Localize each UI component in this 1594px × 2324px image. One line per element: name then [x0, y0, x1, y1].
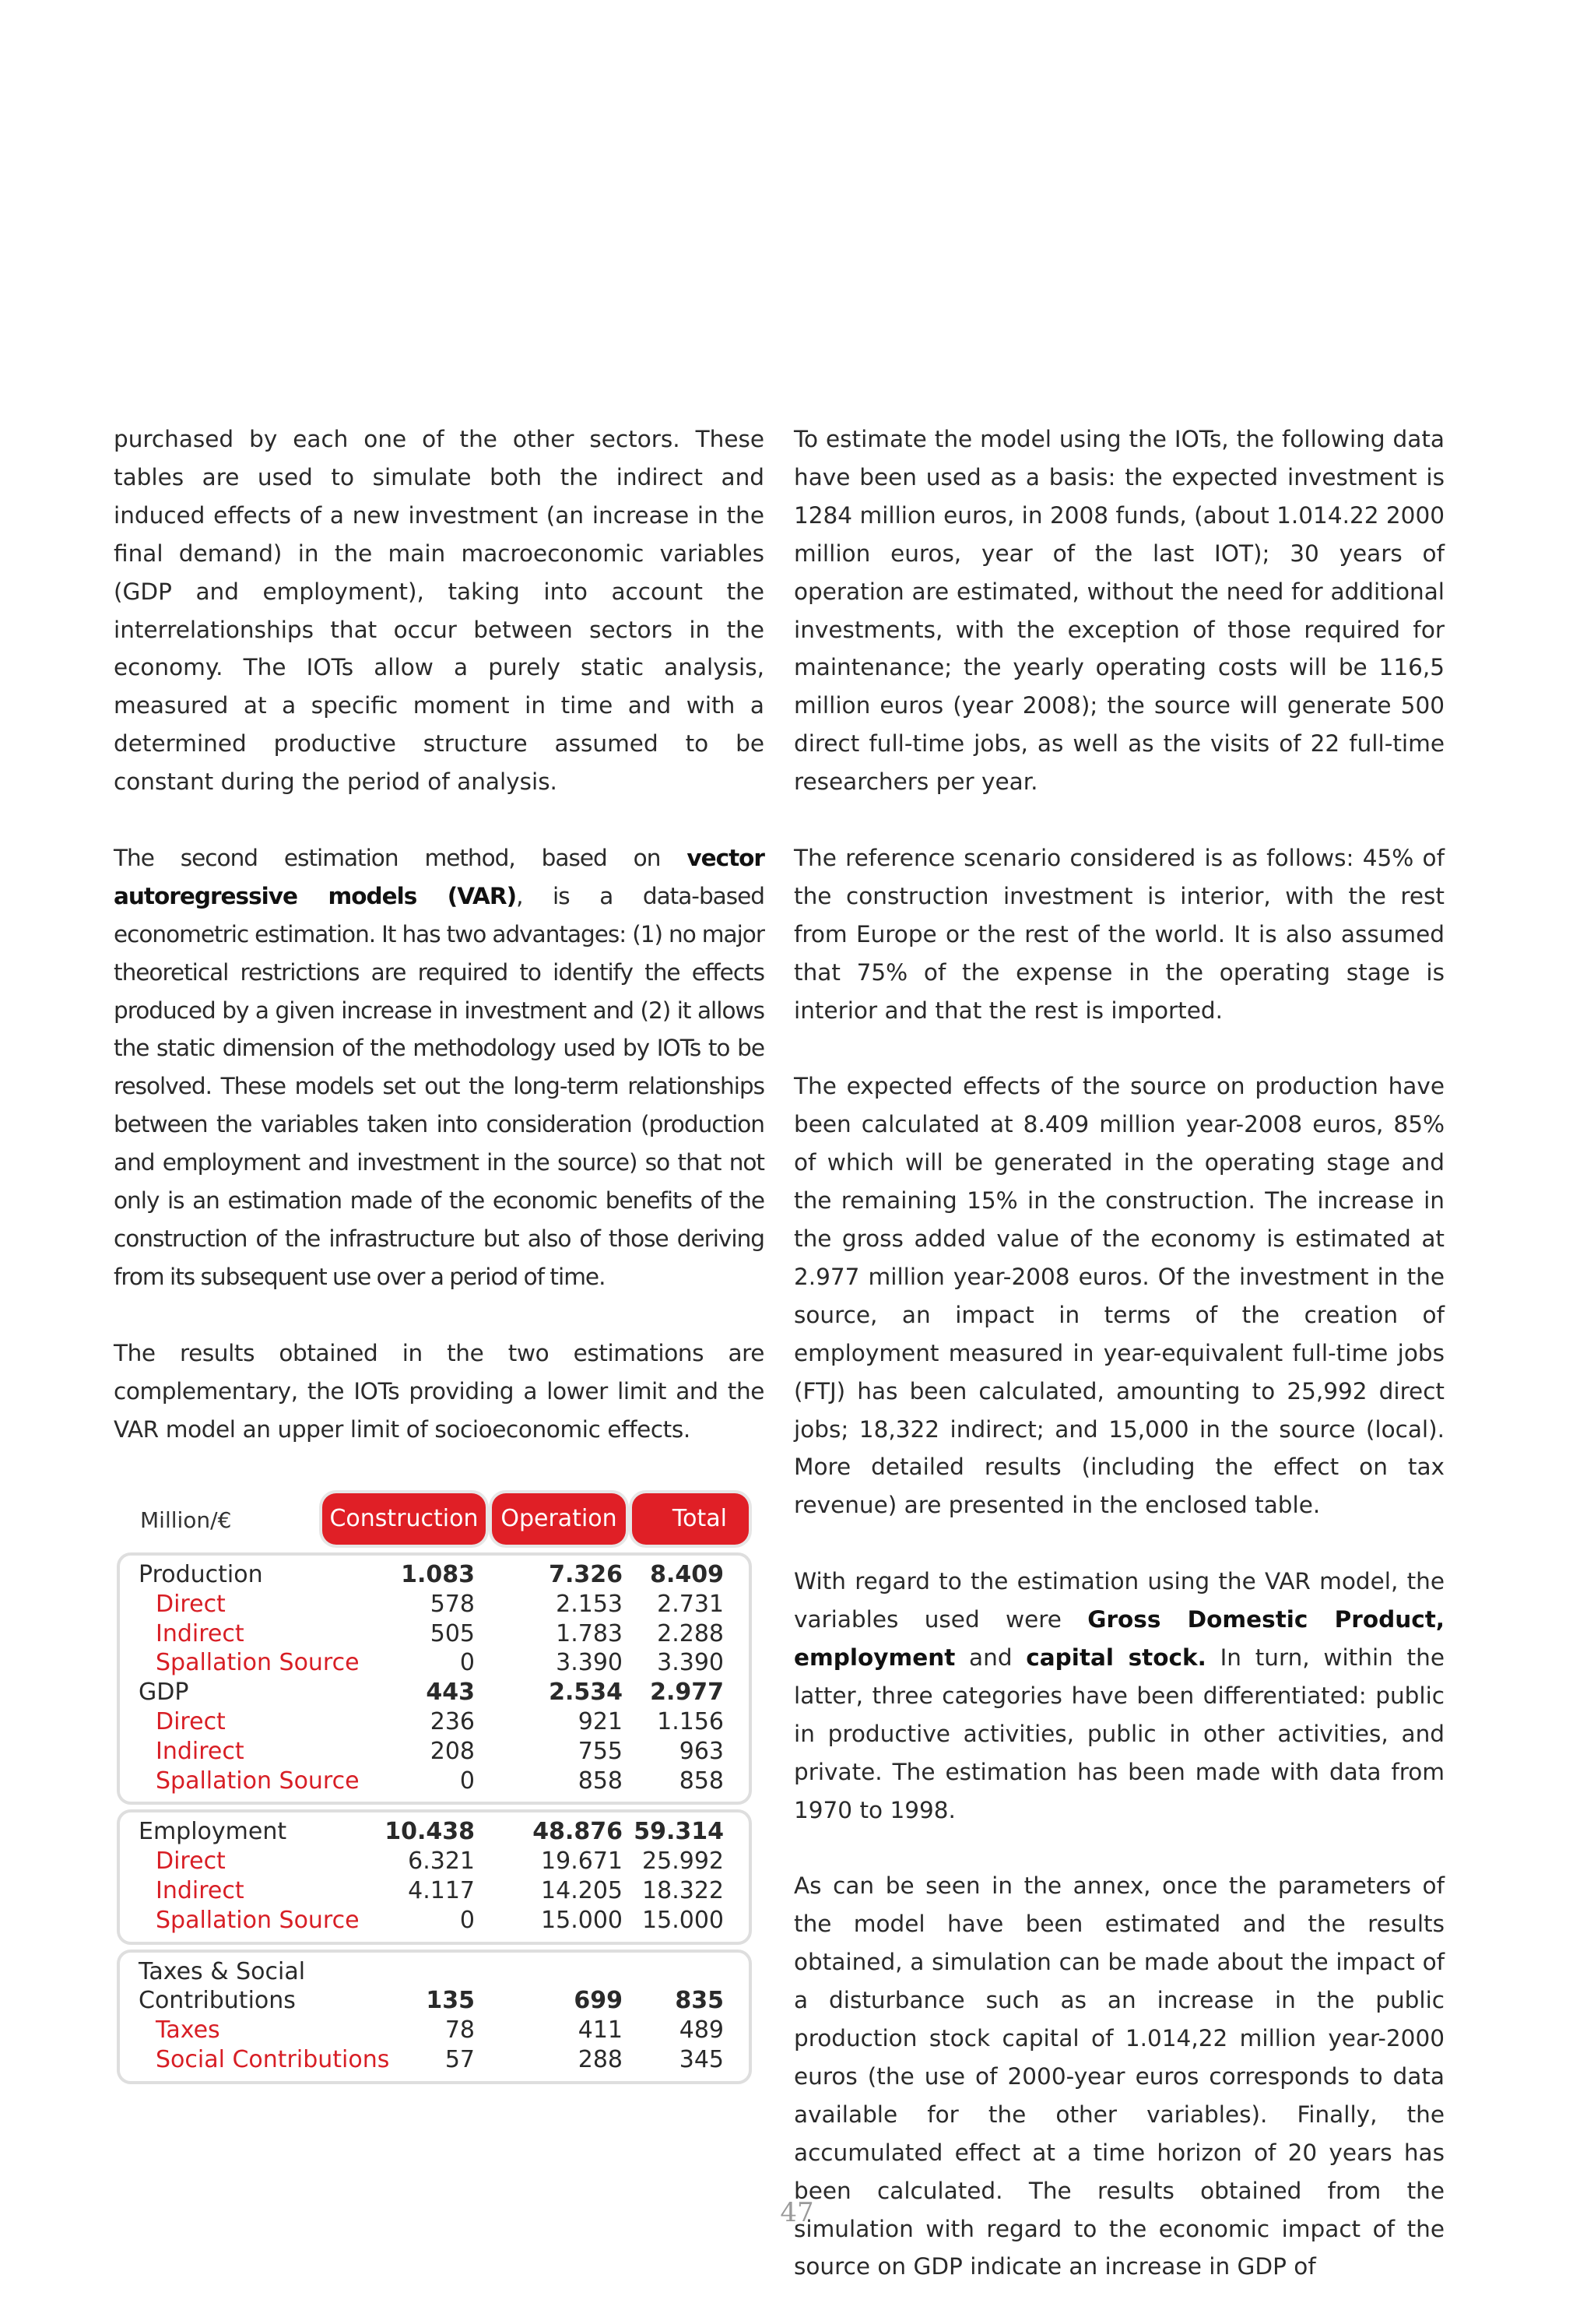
paragraph: To estimate the model using the IOTs, the following data have been used as a basis: the expected investment is 1284 million euros, in 2008 funds, (about 1.014.22 2000 million euros, year of the last IOT); 30 years of operation are estimated, without the need for additional investments, with the exception of those required for maintenance; the yearly operating costs will be 116,5 million euros (year 2008); the source will generate 500 direct full-time jobs, as well as the visits of 22 full-time researchers per year. — [794, 426, 1445, 796]
table-group — [117, 1552, 752, 1805]
row-label: Social Contributions — [156, 2045, 390, 2073]
row-label: Contributions — [139, 1987, 296, 2015]
total-value: 18.322 — [642, 1876, 724, 1904]
table-row — [120, 1707, 749, 1737]
construction-value: 0 — [459, 1906, 475, 1934]
total-value: 15.000 — [642, 1906, 724, 1934]
unit-label: Million/€ — [140, 1507, 232, 1533]
left-text-column — [114, 420, 764, 1486]
construction-value: 10.438 — [384, 1818, 475, 1846]
total-value: 1.156 — [657, 1707, 724, 1735]
construction-value: 135 — [426, 1987, 475, 2015]
paragraph — [794, 1563, 1445, 1829]
row-label: Spallation Source — [156, 1906, 360, 1934]
table-row — [120, 1767, 749, 1796]
table-row — [120, 1678, 749, 1707]
paragraph: As can be seen in the annex, once the parameters of the model have been estimated and the results obtained, a simulation can be made about the impact of a disturbance such as an increase in the public production stock capital of 1.014,22 million year-2000 euros (the use of 2000-year euros corresponds to data available for the other variables). Finally, the accumulated effect at a time horizon of 20 years has been calculated. The results obtained from the simulation with regard to the economic impact of the source on GDP indicate an increase in GDP of — [794, 1872, 1445, 2280]
row-label: Spallation Source — [156, 1649, 360, 1677]
economic-impact-table — [117, 1487, 752, 2084]
operation-value: 1.783 — [556, 1619, 623, 1647]
total-value: 2.977 — [650, 1679, 724, 1707]
operation-value: 48.876 — [532, 1818, 623, 1846]
row-label: GDP — [139, 1679, 189, 1707]
table-body — [117, 1552, 752, 2084]
total-value: 8.409 — [650, 1561, 724, 1588]
row-label: Direct — [156, 1848, 226, 1876]
construction-value: 4.117 — [408, 1876, 475, 1904]
paragraph-text: , is a data-based econometric estimation. It has two advantages: (1) no major theoretical restrictions are required to identify the effects produced by a given increase in investment and (2) it allows the static dimension of the methodology used by IOTs to be resolved. These models set out the long-term relationships between the variables taken into consideration (production and employment and investment in the source) so that not only is an estimation made of the economic benefits of the construction of the infrastructure but also of those deriving from its subsequent use over a period of time. — [114, 882, 764, 1290]
total-value: 2.288 — [657, 1619, 724, 1647]
table-row — [120, 1560, 749, 1590]
total-value: 489 — [679, 2016, 724, 2044]
table-row — [120, 2045, 749, 2075]
total-value: 963 — [679, 1737, 724, 1765]
total-value: 25.992 — [642, 1848, 724, 1876]
table-row — [120, 1847, 749, 1876]
construction-value: 208 — [430, 1737, 475, 1765]
bold-term: vector autoregressive models (VAR) — [114, 844, 764, 909]
operation-value: 288 — [578, 2045, 623, 2073]
page-number: 47 — [780, 2197, 814, 2228]
table-row — [120, 2016, 749, 2045]
construction-value: 57 — [444, 2045, 475, 2073]
right-text-column — [794, 420, 1445, 2324]
table-group — [117, 1809, 752, 1944]
construction-value: 1.083 — [401, 1561, 475, 1588]
column-header-operation: Operation — [492, 1493, 626, 1545]
table-row — [120, 1648, 749, 1678]
operation-value: 3.390 — [556, 1649, 623, 1677]
construction-value: 578 — [430, 1590, 475, 1618]
column-header-total: Total — [632, 1493, 749, 1545]
paragraph-text: In turn, within the latter, three categories have been differentiated: public in productive activities, public in other activities, and private. The estimation has been made with data from 1970 to 1998. — [794, 1644, 1445, 1823]
operation-value: 19.671 — [541, 1848, 623, 1876]
construction-value: 6.321 — [408, 1848, 475, 1876]
row-label: Indirect — [156, 1876, 244, 1904]
table-header — [117, 1487, 752, 1548]
row-label: Employment — [139, 1818, 287, 1846]
total-value: 345 — [679, 2045, 724, 2073]
table-row — [120, 1957, 749, 1987]
column-header-construction: Construction — [322, 1493, 486, 1545]
construction-value: 443 — [426, 1679, 475, 1707]
operation-value: 858 — [578, 1767, 623, 1795]
paragraph-text: and — [955, 1644, 1027, 1671]
operation-value: 2.153 — [556, 1590, 623, 1618]
operation-value: 921 — [578, 1707, 623, 1735]
bold-term: capital stock. — [1026, 1644, 1206, 1671]
operation-value: 14.205 — [541, 1876, 623, 1904]
operation-value: 7.326 — [549, 1561, 623, 1588]
row-label: Indirect — [156, 1737, 244, 1765]
table-row — [120, 1817, 749, 1847]
operation-value: 411 — [578, 2016, 623, 2044]
row-label: Production — [139, 1561, 263, 1588]
row-label: Direct — [156, 1707, 226, 1735]
table-row — [120, 1737, 749, 1767]
paragraph: The reference scenario considered is as follows: 45% of the construction investment is interior, with the rest from Europe or the rest of the world. It is also assumed that 75% of the expense in the operating stage is interior and that the rest is imported. — [794, 844, 1445, 1024]
row-label: Spallation Source — [156, 1767, 360, 1795]
operation-value: 699 — [574, 1987, 623, 2015]
paragraph — [114, 839, 764, 1296]
table-row — [120, 1590, 749, 1619]
paragraph-text: With regard to the estimation using the VAR model, the variables used were — [794, 1568, 1445, 1633]
paragraph-text: The second estimation method, based on — [114, 844, 687, 871]
construction-value: 78 — [444, 2016, 475, 2044]
total-value: 858 — [679, 1767, 724, 1795]
table-row — [120, 1986, 749, 2016]
operation-value: 15.000 — [541, 1906, 623, 1934]
construction-value: 236 — [430, 1707, 475, 1735]
construction-value: 0 — [459, 1767, 475, 1795]
construction-value: 505 — [430, 1619, 475, 1647]
table-row — [120, 1619, 749, 1649]
row-label: Taxes — [156, 2016, 220, 2044]
paragraph: The expected effects of the source on production have been calculated at 8.409 million year-2008 euros, 85% of which will be generated in the operating stage and the remaining 15% in the construction. The increase in the gross added value of the economy is estimated at 2.977 million year-2008 euros. Of the investment in the source, an impact in terms of the creation of employment measured in year-equivalent full-time jobs (FTJ) has been calculated, amounting to 25,992 direct jobs; 18,322 indirect; and 15,000 in the source (local). More detailed results (including the effect on tax revenue) are presented in the enclosed table. — [794, 1073, 1445, 1519]
total-value: 2.731 — [657, 1590, 724, 1618]
table-row — [120, 1906, 749, 1935]
operation-value: 2.534 — [549, 1679, 623, 1707]
total-value: 3.390 — [657, 1649, 724, 1677]
total-value: 835 — [675, 1987, 724, 2015]
paragraph: purchased by each one of the other sectors. These tables are used to simulate both the indirect and induced effects of a new investment (an increase in the final demand) in the main macroeconomic variables (GDP and employment), taking into account the interrelationships that occur between sectors in the economy. The IOTs allow a purely static analysis, measured at a specific moment in time and with a determined productive structure assumed to be constant during the period of analysis. — [114, 426, 764, 796]
table-row — [120, 1876, 749, 1906]
paragraph: The results obtained in the two estimations are complementary, the IOTs providing a lower limit and the VAR model an upper limit of socioeconomic effects. — [114, 1339, 764, 1443]
operation-value: 755 — [578, 1737, 623, 1765]
row-label: Taxes & Social — [139, 1957, 306, 1985]
row-label: Direct — [156, 1590, 226, 1618]
construction-value: 0 — [459, 1649, 475, 1677]
total-value: 59.314 — [634, 1818, 724, 1846]
bold-term: Gross Domestic Product, employment — [794, 1606, 1445, 1671]
table-group — [117, 1950, 752, 2084]
row-label: Indirect — [156, 1619, 244, 1647]
